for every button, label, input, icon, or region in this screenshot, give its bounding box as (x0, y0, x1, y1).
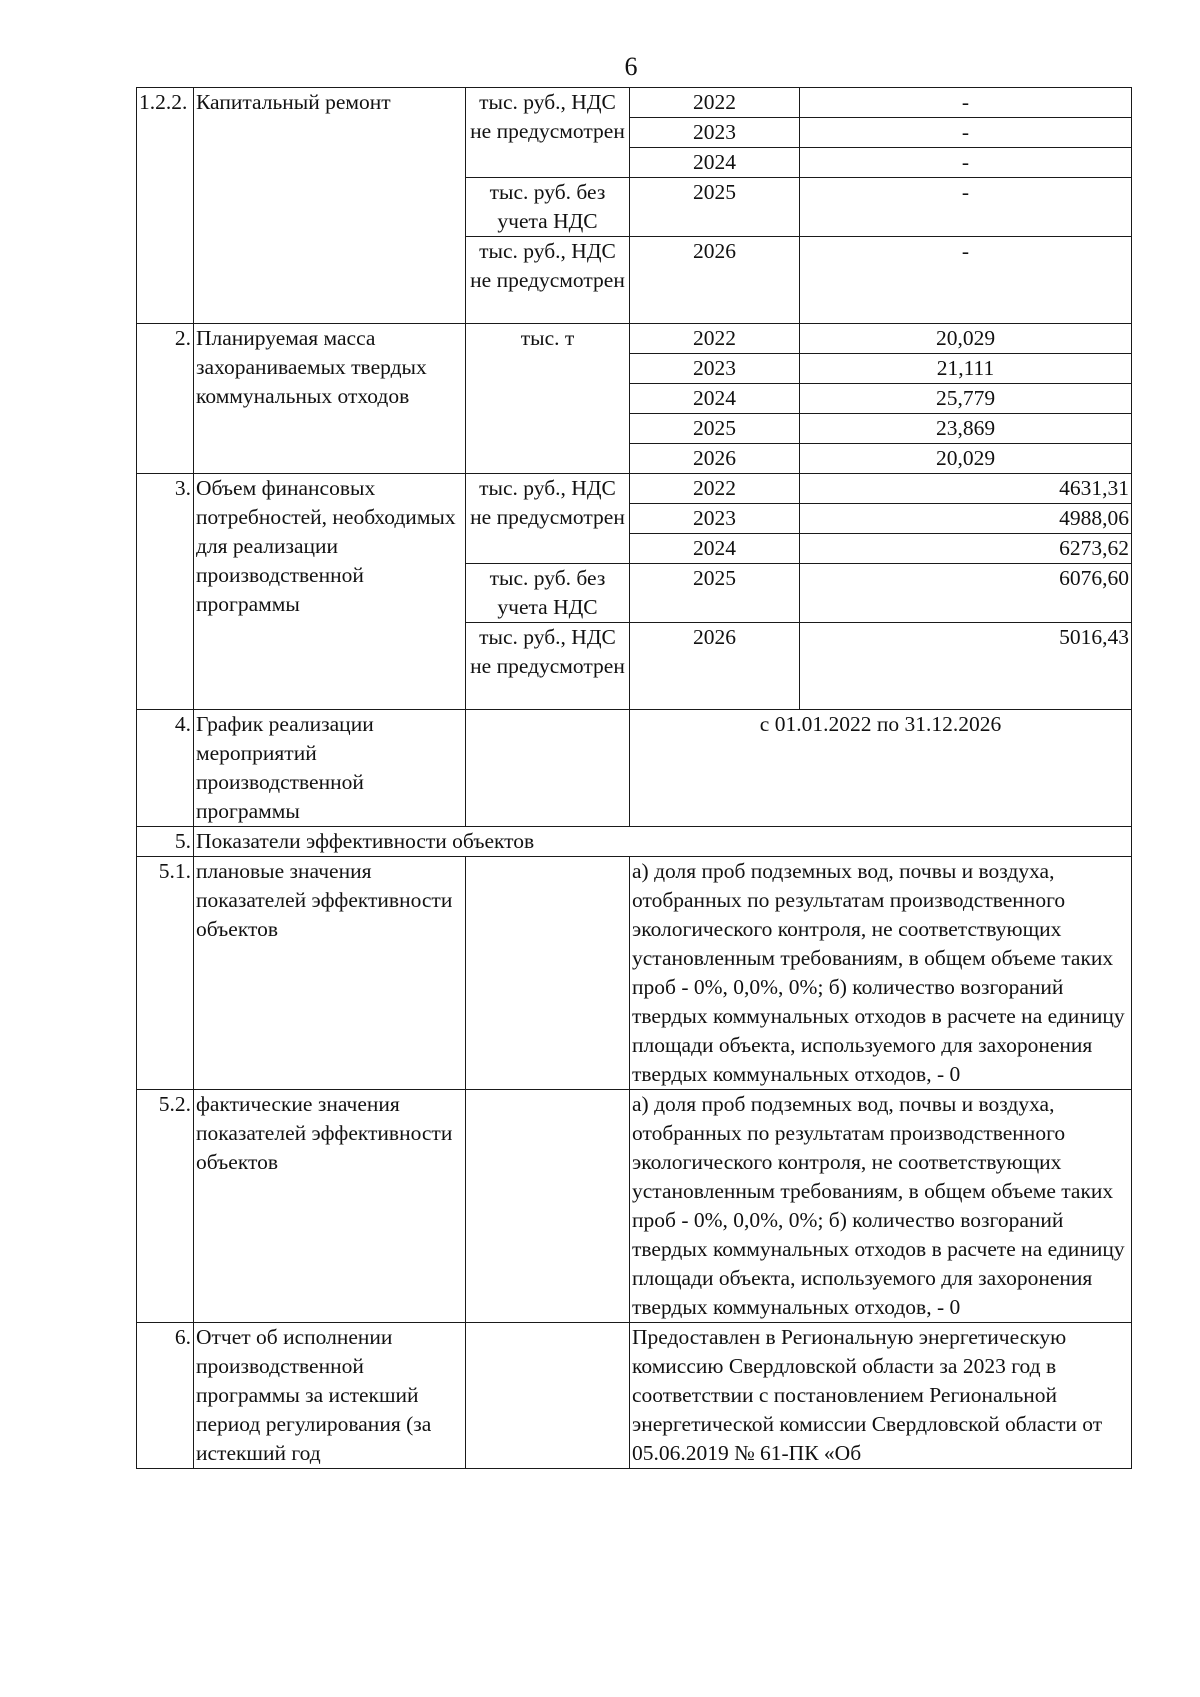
value-cell: - (800, 148, 1132, 178)
value-cell: 25,779 (800, 384, 1132, 414)
value-cell: - (800, 88, 1132, 118)
unit-cell: тыс. руб. без учета НДС (466, 178, 630, 237)
value-cell: а) доля проб подземных вод, почвы и воздуха, отобранных по результатам производственного экологического контроля, не соответствующих установленным требованиям, в общем объеме таких проб - 0%, 0,0%, 0%; б) количество возгораний твердых коммунальных отходов в расчете на единицу площади объекта, используемого для захоронения твердых коммунальных отходов, - 0 (630, 1090, 1132, 1323)
year-cell: 2024 (630, 384, 800, 414)
table-row (137, 710, 1132, 827)
table-row (137, 1090, 1132, 1323)
year-cell: 2024 (630, 148, 800, 178)
value-cell: 6076,60 (800, 564, 1132, 623)
unit-cell: тыс. руб., НДС не предусмотрен (466, 237, 630, 324)
value-cell: 20,029 (800, 444, 1132, 474)
value-cell: 6273,62 (800, 534, 1132, 564)
value-cell: 4631,31 (800, 474, 1132, 504)
year-cell: 2025 (630, 564, 800, 623)
unit-cell-empty (466, 710, 630, 827)
row-name: Планируемая масса захораниваемых твердых коммунальных отходов (194, 324, 466, 474)
row-number: 6. (137, 1323, 194, 1469)
value-cell: 4988,06 (800, 504, 1132, 534)
row-name: плановые значения показателей эффективности объектов (194, 857, 466, 1090)
table-row (137, 857, 1132, 1090)
unit-cell: тыс. руб., НДС не предусмотрен (466, 474, 630, 564)
row-number: 3. (137, 474, 194, 710)
year-cell: 2023 (630, 118, 800, 148)
production-program-table (136, 87, 1132, 1469)
row-number: 5.2. (137, 1090, 194, 1323)
table-row (137, 88, 1132, 118)
unit-cell: тыс. т (466, 324, 630, 474)
row-number: 5. (137, 827, 194, 857)
year-cell: 2026 (630, 237, 800, 324)
value-cell: 23,869 (800, 414, 1132, 444)
row-number: 5.1. (137, 857, 194, 1090)
value-cell: а) доля проб подземных вод, почвы и воздуха, отобранных по результатам производственного экологического контроля, не соответствующих установленным требованиям, в общем объеме таких проб - 0%, 0,0%, 0%; б) количество возгораний твердых коммунальных отходов в расчете на единицу площади объекта, используемого для захоронения твердых коммунальных отходов, - 0 (630, 857, 1132, 1090)
table-row (137, 827, 1132, 857)
value-cell: - (800, 118, 1132, 148)
row-name: Отчет об исполнении производственной программы за истекший период регулирования (за истекший год (194, 1323, 466, 1469)
section-title: Показатели эффективности объектов (194, 827, 1132, 857)
value-cell: 5016,43 (800, 623, 1132, 710)
unit-cell: тыс. руб. без учета НДС (466, 564, 630, 623)
row-number: 2. (137, 324, 194, 474)
page-number: 6 (624, 52, 638, 81)
row-number: 4. (137, 710, 194, 827)
unit-cell-empty (466, 1090, 630, 1323)
value-cell: Предоставлен в Региональную энергетическую комиссию Свердловской области за 2023 год в соответствии с постановлением Региональной энергетической комиссии Свердловской области от 05.06.2019 № 61-ПК «Об (630, 1323, 1132, 1469)
year-cell: 2022 (630, 474, 800, 504)
row-number: 1.2.2. (137, 88, 194, 324)
table-row (137, 474, 1132, 504)
unit-cell: тыс. руб., НДС не предусмотрен (466, 88, 630, 178)
year-cell: 2022 (630, 324, 800, 354)
unit-cell: тыс. руб., НДС не предусмотрен (466, 623, 630, 710)
value-cell: 21,111 (800, 354, 1132, 384)
year-cell: 2023 (630, 504, 800, 534)
year-cell: 2025 (630, 178, 800, 237)
row-name: фактические значения показателей эффективности объектов (194, 1090, 466, 1323)
row-name: Капитальный ремонт (194, 88, 466, 324)
year-cell: 2023 (630, 354, 800, 384)
value-cell: - (800, 178, 1132, 237)
year-cell: 2024 (630, 534, 800, 564)
year-cell: 2022 (630, 88, 800, 118)
value-cell: с 01.01.2022 по 31.12.2026 (630, 710, 1132, 827)
unit-cell-empty (466, 857, 630, 1090)
unit-cell-empty (466, 1323, 630, 1469)
year-cell: 2025 (630, 414, 800, 444)
year-cell: 2026 (630, 623, 800, 710)
row-name: Объем финансовых потребностей, необходимых для реализации производственной программы (194, 474, 466, 710)
table-row (137, 324, 1132, 354)
row-name: График реализации мероприятий производственной программы (194, 710, 466, 827)
value-cell: 20,029 (800, 324, 1132, 354)
value-cell: - (800, 237, 1132, 324)
year-cell: 2026 (630, 444, 800, 474)
table-row (137, 1323, 1132, 1469)
